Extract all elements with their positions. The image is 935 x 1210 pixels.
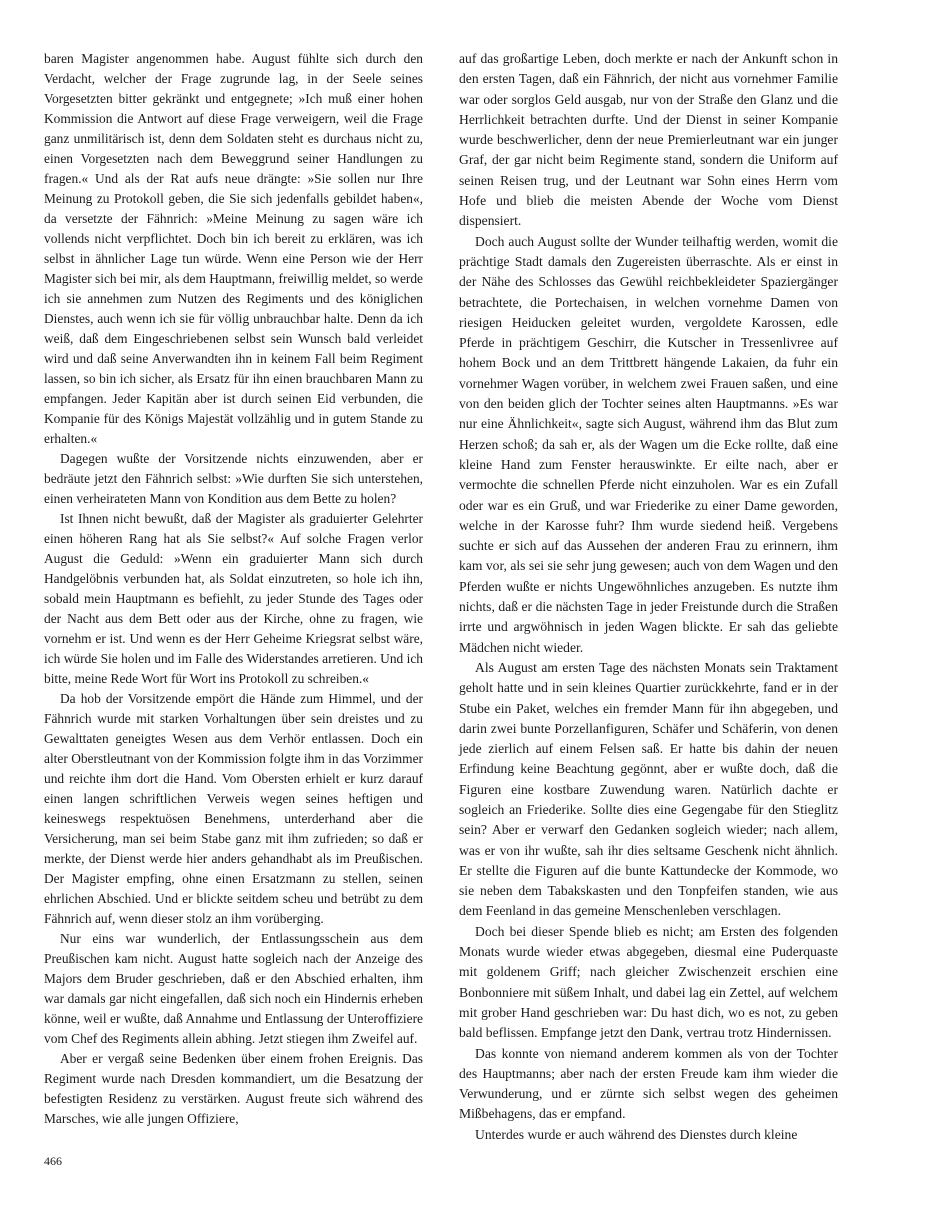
paragraph: Doch bei dieser Spende blieb es nicht; am Ersten des folgenden Monats wurde wieder etwas abgegeben, diesmal eine Puderquaste mit goldenem Griff; nach gleicher Zwischenzeit erschien eine Bonbonniere mit süßem Inhalt, und dabei lag ein Zettel, auf welchem mit grober Hand geschrieben war: Du hast dich, wo es not, zu geben bald beflissen. Empfange jetzt den Dank, vertrau trotz Hindernissen. — [459, 923, 838, 1041]
paragraph: Als August am ersten Tage des nächsten Monats sein Traktament geholt hatte und in sein kleines Quartier zurückkehrte, fand er in der Stube ein Paket, welches ein fremder Mann für ihn abgegeben, und darin zwei bunte Porzellanfiguren, Schäfer und Schäferin, von denen jede zierlich auf einem Felsen saß. Er hatte bis dahin der neuen Erfindung keine Beachtung gegönnt, aber er wußte doch, daß die Figuren eine kostbare Zuwendung waren. Natürlich dachte er sogleich an Friederike. Sollte dies eine Gegengabe für den Stieglitz sein? Aber er verwarf den Gedanken sogleich wieder; nach allem, was er von ihr wußte, sah ihr dies seltsame Geschenk nicht ähnlich. Er stellte die Figuren auf die bunte Kattundecke der Kommode, wo sie neben dem Tabakskasten und den Tonpfeifen standen, wie aus dem Feenland in das gemeine Menschenleben verschlagen. — [459, 659, 838, 919]
paragraph: baren Magister angenommen habe. August fühlte sich durch den Verdacht, welcher der Frage zugrunde lag, in der Seele seines Vorgesetzten bitter gekränkt und entgegnete; »Ich muß einer hohen Kommission die Antwort auf diese Frage verweigern, weil die Frage ganz unmilitärisch ist, denn dem Soldaten steht es durchaus nicht zu, einen Vorgesetzten nach dem Beweggrund seiner Handlungen zu fragen.« Und als der Rat aufs neue drängte: »Sie sollen nur Ihre Meinung zu Protokoll geben, die Sie sich jedenfalls gebildet haben«, da versetzte der Fähnrich: »Meine Meinung zu sagen wäre ich vollends nicht verpflichtet. Doch bin ich bereit zu erklären, was ich selbst in ähnlicher Lage tun würde. Wenn eine Person wie der Herr Magister sich bei mir, als dem Hauptmann, freiwillig meldet, so werde ich sie annehmen zum Nutzen des Regiments und des königlichen Dienstes, auch wenn ich sie für völlig unbrauchbar halte. Denn da ich weiß, daß dem Eingeschriebenen selbst sein Wunsch bald verleidet wird und daß seine Anverwandten ihn in keinem Fall beim Regiment lassen, so bin ich sicher, als Ersatz für ihn einen brauchbaren Mann zu empfangen. Jeder Kapitän aber ist durch seinen Eid verbunden, die Kompanie für des Königs Majestät vollzählig und in gutem Stande zu erhalten.« — [44, 51, 423, 446]
paragraph: Ist Ihnen nicht bewußt, daß der Magister als graduierter Gelehrter einen höheren Rang hat als Sie selbst?« Auf solche Fragen verlor August die Geduld: »Wenn ein graduierter Mann sich durch Handgelöbnis verbunden hat, als Soldat einzutreten, so hole ich ihn, sobald mein Hauptmann es befiehlt, zu jeder Stunde des Tages oder der Nacht aus dem Bett oder aus der Kirche, ohne zu fragen, wie vornehm er ist. Und wenn es der Herr Geheime Kriegsrat selbst wäre, ich würde Sie holen und im Falle des Widerstandes arretieren. Und ich bitte, meine Rede Wort für Wort ins Protokoll zu schreiben.« — [44, 511, 423, 686]
paragraph: Unterdes wurde er auch während des Dienstes durch kleine — [475, 1126, 798, 1142]
right-text-column — [459, 49, 838, 1145]
paragraph: Aber er vergaß seine Bedenken über einem frohen Ereignis. Das Regiment wurde nach Dresden kommandiert, um die Besatzung der befestigten Residenz zu verstärken. August freute sich während des Marsches, wie alle jungen Offiziere, — [44, 1051, 423, 1126]
paragraph: Das konnte von niemand anderem kommen als von der Tochter des Hauptmanns; aber nach der ersten Freude kam ihm wieder die Verwunderung, und er zürnte sich selbst wegen des geheimen Mißbehagens, das er empfand. — [459, 1045, 838, 1122]
paragraph: Da hob der Vorsitzende empört die Hände zum Himmel, und der Fähnrich wurde mit starken Vorhaltungen über sein dreistes und zu Gewalttaten geneigtes Wesen aus dem Verhör entlassen. Doch ein alter Oberstleutnant von der Kommission folgte ihm in das Vorzimmer und reichte ihm dort die Hand. Vom Obersten erhielt er kurz darauf einen langen schriftlichen Verweis wegen seines heftigen und keineswegs respektuösen Benehmens, unterderhand aber die Versicherung, man sei beim Stabe ganz mit ihm zufrieden; so daß er merkte, der Dienst werde hier anders gehandhabt als im Preußischen. Der Magister empfing, ohne einen Ersatzmann zu stellen, seinen ehrlichen Abschied. Und er blickte seitdem scheu und betrübt zu dem Fähnrich auf, wenn dieser stolz an ihm vorüberging. — [44, 691, 423, 926]
paragraph: auf das großartige Leben, doch merkte er nach der Ankunft schon in den ersten Tagen, daß ein Fähnrich, der nicht aus vornehmer Familie war oder sorglos Geld ausgab, nur von der Straße den Glanz und die Herrlichkeit betrachten durfte. Und der Dienst in seiner Kompanie wurde beschwerlicher, denn der neue Premierleutnant war ein junger Graf, der gar nicht beim Regimente stand, sondern die Uniform auf seinen Reisen trug, und der Leutnant war Sohn eines Herrn vom Hofe und blieb die meisten Abende der Woche vom Dienst dispensiert. — [459, 51, 838, 229]
paragraph: Doch auch August sollte der Wunder teilhaftig werden, womit die prächtige Stadt damals den Zugereisten überraschte. Als er einst in der Nähe des Schlosses das Gewühl reichbekleideter Spaziergänger betrachtete, die Portechaisen, in welchen vornehme Damen von riesigen Heiducken geleitet wurden, vergoldete Karossen, edle Pferde in prächtigem Geschirr, die Kutscher in Tressenlivree auf hohem Bock und an dem Trittbrett hängende Lakaien, da fuhr ein vornehmer Wagen vorüber, in welchem zwei Frauen saßen, und eine von den beiden glich der Tochter seines alten Hauptmanns. »Es war nur eine Ähnlichkeit«, sagte sich August, während ihm das Blut zum Herzen schoß; da sah er, als der Wagen um die Ecke rollte, daß eine kleine Hand zum Fenster herauswinkte. Er eilte nach, aber er vermochte die schnellen Pferde nicht einzuholen. War es ein Zufall oder war es ein Gruß, und war Friederike zu einer Dame geworden, welche in der Karosse fuhr? Ihm wurde siedend heiß. Vergebens suchte er sich auf das Aussehen der anderen Frau zu erinnern, ihm kam vor, als sei sie sehr jung gewesen; auch von dem Wagen und den Pferden wußte er nichts Ungewöhnliches anzugeben. Es nutzte ihm nichts, daß er die nächsten Tage in jeder Freistunde durch die Straßen irrte und argwöhnisch in jeden Wagen blickte. Er sah das geliebte Mädchen nicht wieder. — [459, 233, 838, 655]
left-text-column — [44, 49, 423, 1129]
paragraph: Nur eins war wunderlich, der Entlassungsschein aus dem Preußischen kam nicht. August hatte sogleich nach der Anzeige des Majors dem Bruder geschrieben, daß er den Abschied erhalten, ihm war damals gar nicht eingefallen, daß sich noch ein Hindernis erheben könne, weil er wußte, daß Annahme und Entlassung der Unteroffiziere vom Chef des Regiments allein abhing. Jetzt stiegen ihm Zweifel auf. — [44, 931, 423, 1046]
paragraph: Dagegen wußte der Vorsitzende nichts einzuwenden, aber er bedräute jetzt den Fähnrich selbst: »Wie durften Sie sich unterstehen, einen verheirateten Mann von Kondition aus dem Bette zu holen? — [44, 451, 423, 506]
page-number: 466 — [44, 1154, 62, 1168]
